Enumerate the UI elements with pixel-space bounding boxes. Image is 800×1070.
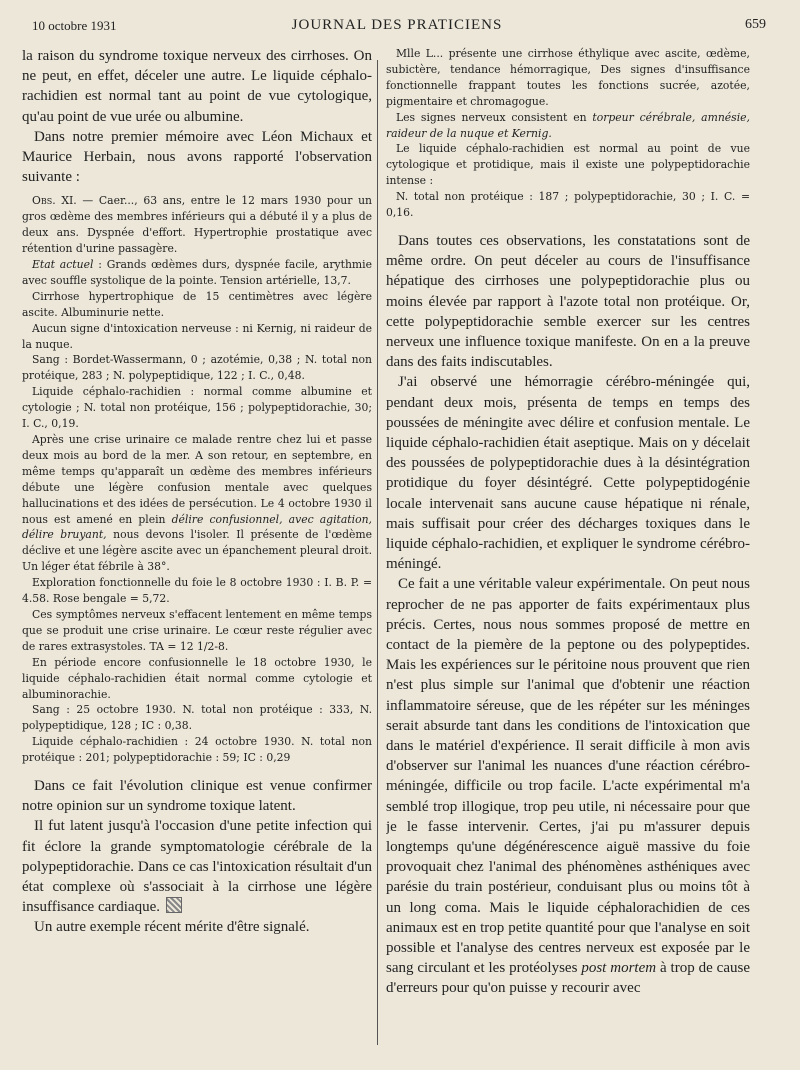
observation-entry: Liquide céphalo-rachidien : 24 octobre 1930. N. total non protéique : 201; polypeptidorachie : 59; IC : 0,29 [22,735,372,765]
observation-entry: Après une crise urinaire ce malade rentre chez lui et passe deux mois au bord de la mer. A son retour, en septembre, en même temps qu'apparaît un œdème des membres inférieurs débute une légère confusion mentale avec quelques hallucinations et des idées de persécution. Le 4 octobre 1930 il nous est amené en plein délire confusionnel, avec agitation, délire bruyant, nous devons l'isoler. Il présente de l'œdème déclive et une légère ascite avec un épanchement pleural droit. Un léger état fébrile à 38°. [22,433,372,574]
italic-phrase: post mortem [581,960,657,977]
italic-phrase: torpeur cérébrale, amnésie, raideur de la nuque et Kernig. [386,110,750,140]
running-header [28,14,766,36]
observation-entry: Obs. XI. — Caer..., 63 ans, entre le 12 mars 1930 pour un gros œdème des membres inférieurs qui a débuté il y a plus de deux ans. Dyspnée d'effort. Hypertrophie prostatique avec rétention d'urine passagère. [22,194,372,256]
observation-entry: Sang : 25 octobre 1930. N. total non protéique : 333, N. polypeptidique, 128 ; IC : 0,38. [22,703,372,733]
paragraph: Dans ce fait l'évolution clinique est venue confirmer notre opinion sur un syndrome toxique latent. [22,778,372,815]
page-number: 659 [745,17,766,32]
observation-entry: Aucun signe d'intoxication nerveuse : ni Kernig, ni raideur de la nuque. [22,321,372,351]
paragraph: Il fut latent jusqu'à l'occasion d'une petite infection qui fit éclore la grande symptomatologie cérébrale de la polypeptidorachie. Dans ce cas l'intoxication résultait d'un état complexe où s'associait à la cirrhose une légère insuffisance cardiaque. [22,818,372,916]
paragraph: Dans notre premier mémoire avec Léon Michaux et Maurice Herbain, nous avons rapporté l'observation suivante : [22,128,372,186]
observation-entry: Les signes nerveux consistent en torpeur cérébrale, amnésie, raideur de la nuque et Kernig. [386,110,750,140]
observation-entry: Mlle L... présente une cirrhose éthylique avec ascite, œdème, subictère, tendance hémorragique, Des signes d'insuffisance fonctionnelle frappant toutes les fonctions sucrée, azotée, pigmentaire et chromagogue. [386,47,750,108]
italic-label: Etat actuel [32,258,94,272]
observation-label: Obs. XI. [32,194,77,208]
paragraph: Dans toutes ces observations, les constatations sont de même ordre. On peut déceler au cours de l'insuffisance hépatique des cirrhoses une polypeptidorachie plus ou moins élevée par rapport à l'azote total non protéique. Or, cette polypeptidorachie semble exercer sur les centres nerveux une influence toxique manifeste. On en a la preuve dans des faits indiscutables. [386,232,750,371]
observation-entry: En période encore confusionnelle le 18 octobre 1930, le liquide céphalo-rachidien était normal comme cytologie et albuminorachie. [22,655,372,701]
observation-entry: Ces symptômes nerveux s'effacent lentement en même temps que se produit une crise urinaire. Le cœur reste régulier avec de rares extrasystoles. TA = 12 1/2-8. [22,607,372,653]
column-divider [377,60,378,1045]
journal-title: JOURNAL DES PRATICIENS [291,17,503,33]
issue-date: 10 octobre 1931 [32,18,117,33]
italic-phrase: délire confusionnel, avec agitation, délire bruyant, [22,512,372,542]
observation-entry: Sang : Bordet-Wassermann, 0 ; azotémie, 0,38 ; N. total non protéique, 283 ; N. polypeptidique, 122 ; I. C., 0,48. [22,353,372,383]
right-column [386,46,750,1056]
left-column [22,46,372,1056]
observation-entry: Exploration fonctionnelle du foie le 8 octobre 1930 : I. B. P. = 4.58. Rose bengale = 5,72. [22,576,372,606]
observation-entry: Cirrhose hypertrophique de 15 centimètres avec légère ascite. Albuminurie nette. [22,289,372,319]
library-stamp-icon [166,897,182,913]
observation-entry: N. total non protéique : 187 ; polypeptidorachie, 30 ; I. C. = 0,16. [386,190,750,220]
paragraph: J'ai observé une hémorragie cérébro-méningée qui, pendant deux mois, présenta de temps en temps des poussées de méningite avec délire et confusion mentale. Le liquide céphalo-rachidien était aseptique. Mais on y décelait des poussées de polypeptidorachie dues à la désintégration protidique du foyer désintégré. Cette polypeptidogénie locale intervenait sans aucune cause hépatique ni rénale, mais suffisait pour créer des décharges toxiques dans le liquide céphalo-rachidien, et expliquer le syndrome cérébro-méningé. [386,374,750,573]
paragraph: Ce fait a une véritable valeur expérimentale. On peut nous reprocher de ne pas apporter de faits expérimentaux plus précis. Certes, nous nous sommes proposé de mettre en contact de la piemère de la peptone ou des polypeptides. Mais les expériences sur le péritoine nous prouvent que rien n'est plus simple sur l'animal que d'obtenir une réaction inflammatoire séreuse, que de les répéter sur les méninges serait absurde tant dans les conditions de l'intoxication que dans le matériel d'expérience. Il serait difficile à mon avis d'observer sur l'animal les nuances d'une réaction cérébro-méningée, difficile ou trop facile. L'acte expérimental m'a semblé trop illogique, trop peu utile, ni nécessaire pour que je le fasse intervenir. Certes, j'ai pu m'assurer depuis longtemps qu'une dégénérescence aiguë massive du foie provoquait chez l'animal des phénomènes asthéniques avec parésie du train postérieur, conduisant plus ou moins tôt à un long coma. Mais le liquide céphalorachidien de ces animaux est en trop petite quantité pour que l'analyse en soit possible et l'analyse des centres nerveux est exposée par le sang circulant et les protéolyses post mortem à trop de cause d'erreurs pour qu'on puisse y recourir avec [386,576,750,997]
paragraph: la raison du syndrome toxique nerveux des cirrhoses. On ne peut, en effet, déceler une autre. Le liquide céphalo-rachidien est normal tant au point de vue cytologique, qu'au point de vue urée ou albumine. [22,48,372,125]
paragraph: Un autre exemple récent mérite d'être signalé. [34,919,310,936]
observation-entry: Liquide céphalo-rachidien : normal comme albumine et cytologie ; N. total non protéique, 156 ; polypeptidorachie, 30; I. C., 0,19. [22,385,372,431]
observation-entry: Etat actuel : Grands œdèmes durs, dyspnée facile, arythmie avec souffle systolique de la pointe. Tension artérielle, 13,7. [22,258,372,287]
observation-entry: Le liquide céphalo-rachidien est normal au point de vue cytologique et protidique, mais il existe une polypeptidorachie intense : [386,142,750,188]
